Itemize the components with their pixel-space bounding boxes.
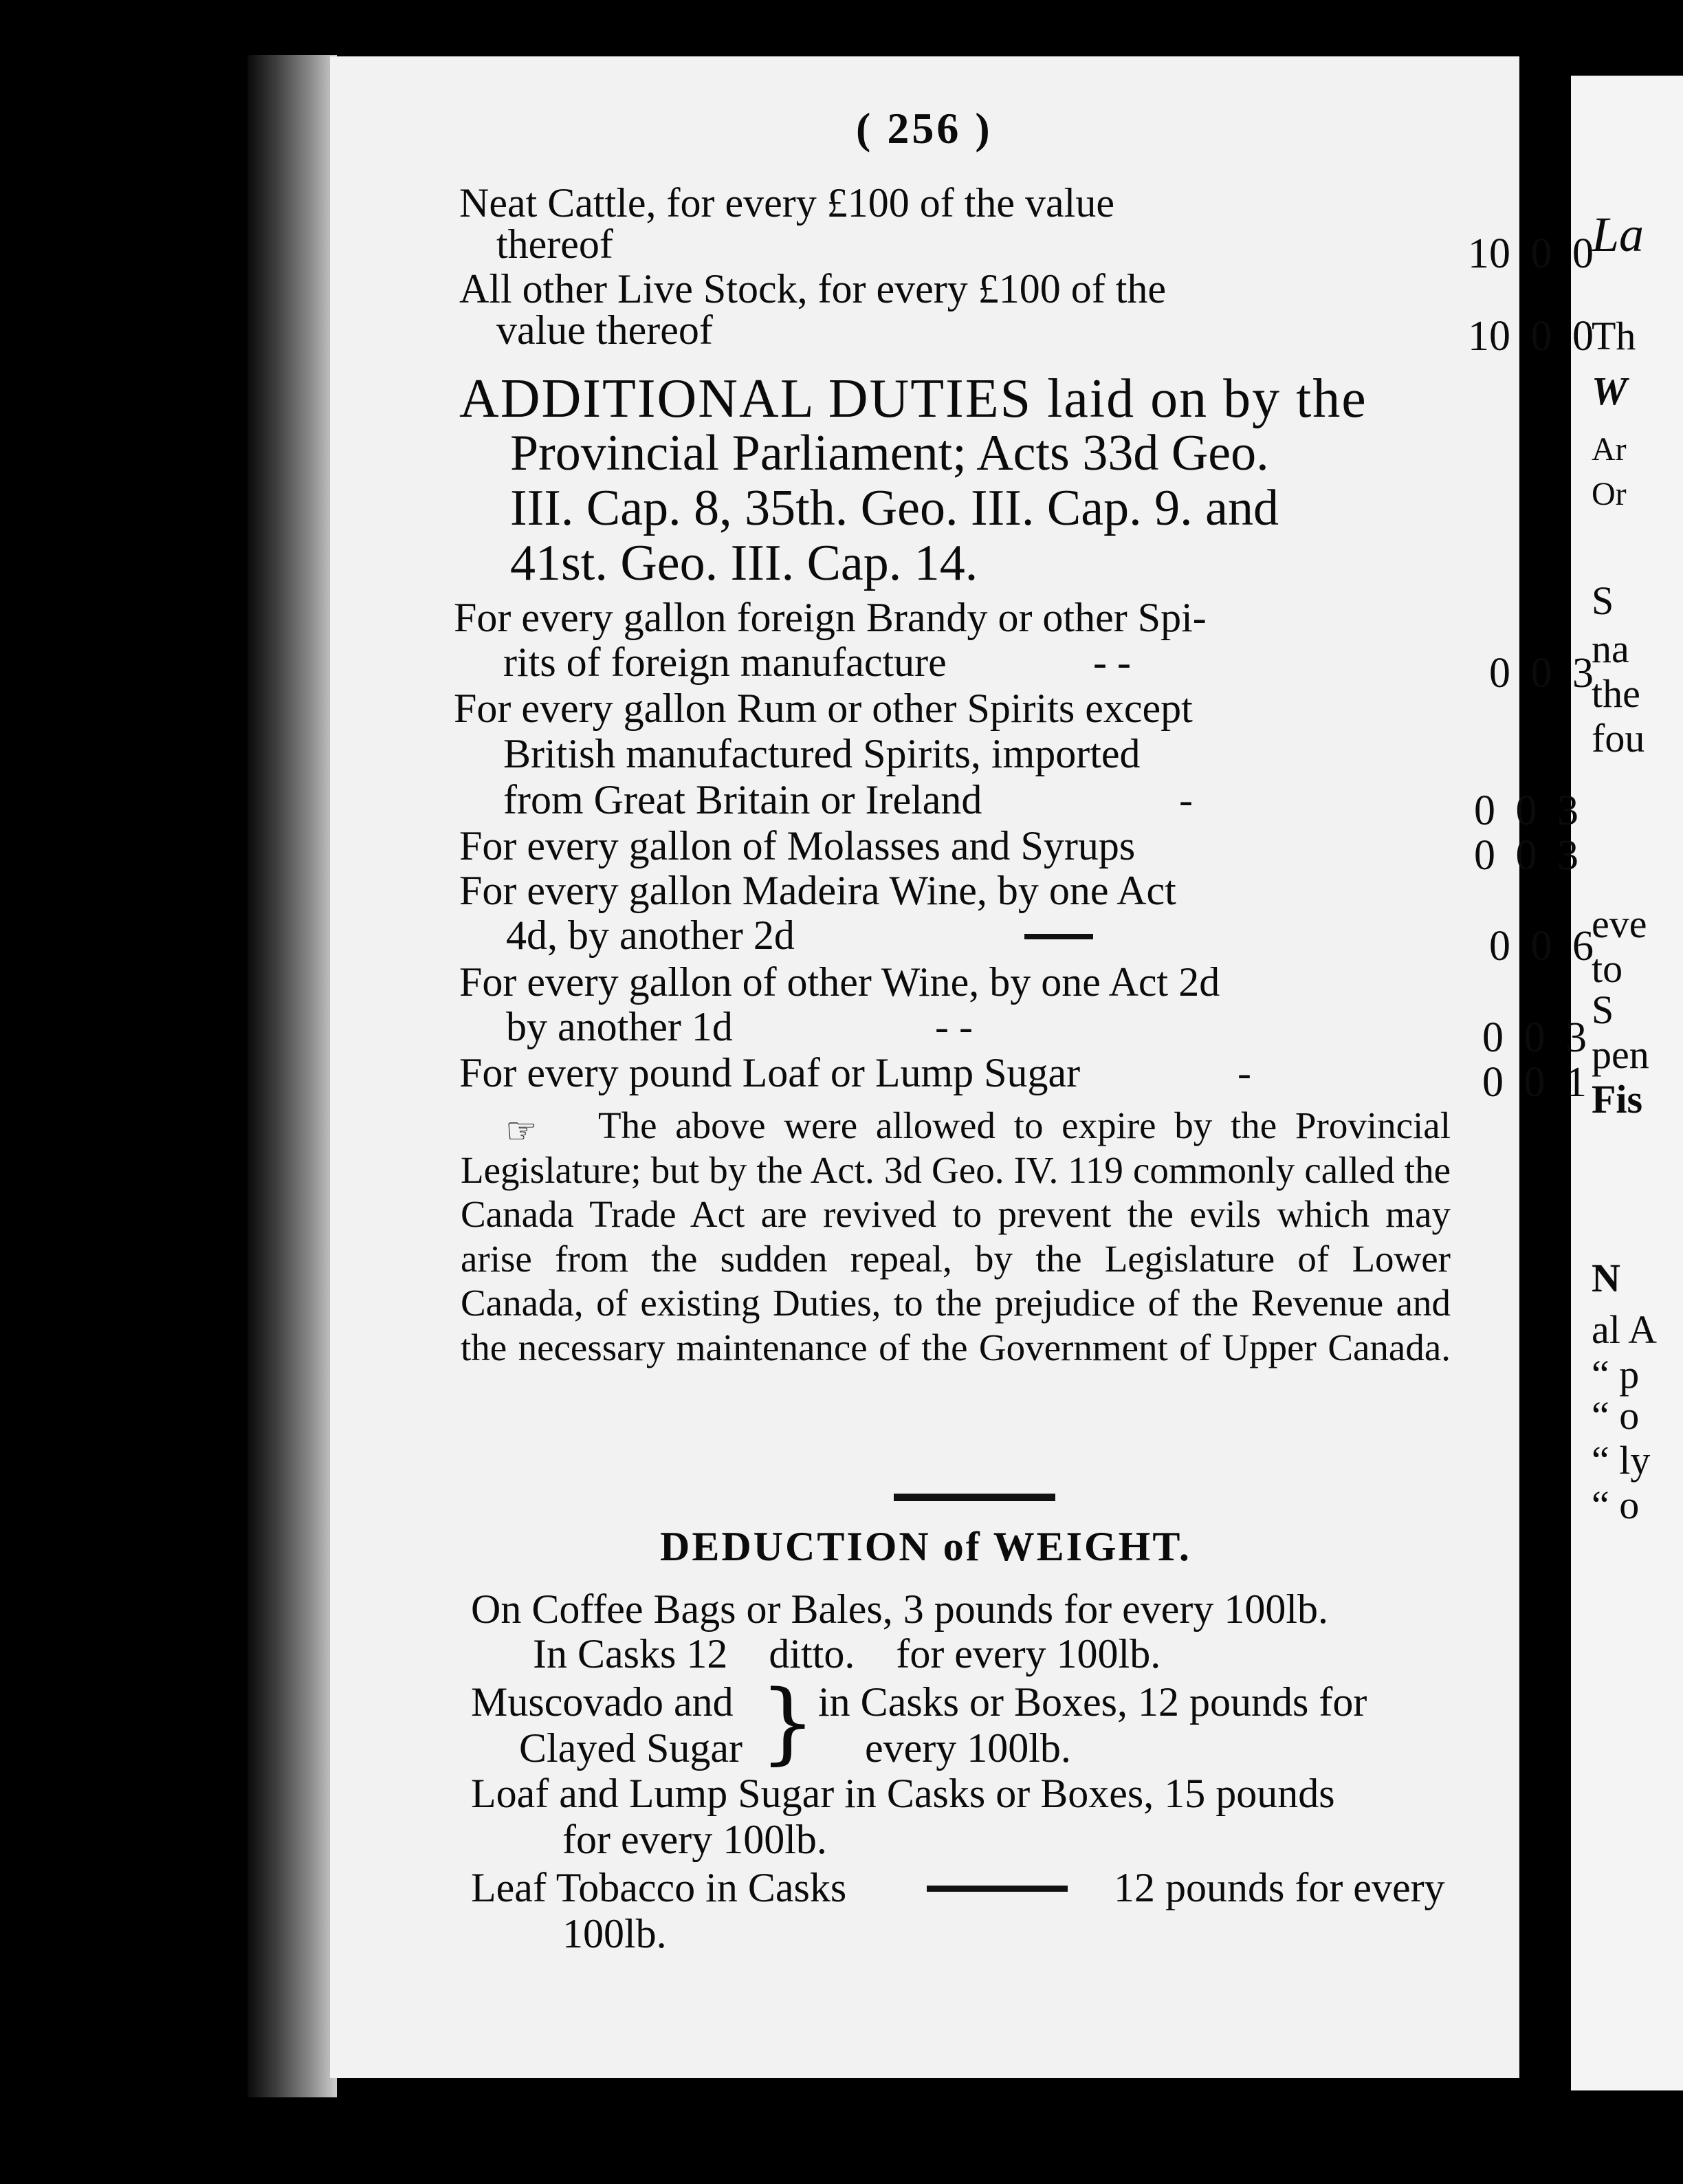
- entry-line: For every gallon of Molasses and Syrups: [459, 823, 1136, 869]
- leader-dashes: -: [1238, 1050, 1251, 1095]
- facing-page-fragment: Ar: [1592, 431, 1627, 468]
- entry-line: Clayed Sugar: [519, 1725, 742, 1771]
- facing-page-fragment: N: [1592, 1256, 1620, 1300]
- leader-rule: [1024, 934, 1093, 939]
- duty-amount: 0 0 3: [1474, 787, 1578, 834]
- entry-line: British manufactured Spirits, imported: [503, 731, 1141, 776]
- heading-line: Provincial Parliament; Acts 33d Geo.: [510, 425, 1269, 481]
- entry-line: in Casks or Boxes, 12 pounds for: [818, 1679, 1367, 1725]
- facing-page-fragment: “ p: [1592, 1352, 1640, 1397]
- right-brace-icon: }: [760, 1672, 816, 1774]
- page-number: ( 256 ): [856, 104, 993, 153]
- facing-page-fragment: al A: [1592, 1307, 1658, 1352]
- entry-line: rits of foreign manufacture: [503, 640, 947, 685]
- facing-page-fragment: S: [1592, 578, 1614, 623]
- note-paragraph: The above were allowed to expire by the Provincial Legislature; but by the Act. 3d Geo. IV. 119 commonly called the Canada Trade Act are revived to prevent the evils which may arise from the sudden repeal, by the Legislature of Lower Canada, of existing Duties, to the prejudice of the Revenue and the necessary maintenance of the Government of Upper Canada.: [461, 1104, 1451, 1368]
- heading-line: ADDITIONAL DUTIES laid on by the: [459, 369, 1367, 429]
- facing-page-fragment: fou: [1592, 716, 1645, 761]
- entry-line: All other Live Stock, for every £100 of the: [459, 266, 1167, 312]
- entry-line: value thereof: [496, 307, 713, 353]
- facing-page: [1571, 76, 1683, 2090]
- duty-amount: 10 0 0: [1468, 230, 1594, 277]
- duty-amount: 0 0 1: [1482, 1059, 1587, 1106]
- entry-line: 4d, by another 2d: [506, 913, 795, 958]
- entry-line: from Great Britain or Ireland: [503, 777, 982, 822]
- entry-line: For every gallon foreign Brandy or other Spi-: [454, 595, 1207, 640]
- entry-line: thereof: [496, 221, 613, 267]
- pointing-hand-icon: ☞: [505, 1112, 538, 1151]
- leader-dashes: - -: [1093, 640, 1131, 685]
- facing-page-fragment: S: [1592, 987, 1614, 1032]
- entry-line: by another 1d: [506, 1004, 733, 1049]
- facing-page-fragment: “ o: [1592, 1483, 1640, 1527]
- book-binding-shadow: [248, 55, 337, 2097]
- entry-line: On Coffee Bags or Bales, 3 pounds for every 100lb.: [471, 1586, 1328, 1632]
- facing-page-fragment: Or: [1592, 476, 1627, 512]
- heading-line: III. Cap. 8, 35th. Geo. III. Cap. 9. and: [510, 480, 1279, 536]
- entry-line: Neat Cattle, for every £100 of the value: [459, 180, 1114, 226]
- heading-line: 41st. Geo. III. Cap. 14.: [510, 535, 978, 591]
- facing-page-fragment: eve: [1592, 902, 1647, 946]
- facing-page-fragment: Fis: [1592, 1077, 1643, 1122]
- duty-amount: 0 0 3: [1482, 1014, 1587, 1061]
- entry-line: In Casks 12 ditto. for every 100lb.: [533, 1631, 1161, 1677]
- facing-page-fragment: W: [1592, 369, 1627, 413]
- entry-line: for every 100lb.: [562, 1817, 827, 1862]
- section-divider: [894, 1494, 1055, 1501]
- facing-page-fragment: “ ly: [1592, 1438, 1651, 1483]
- entry-line: For every gallon Rum or other Spirits except: [454, 686, 1193, 731]
- entry-line: Leaf Tobacco in Casks: [471, 1865, 847, 1910]
- facing-page-fragment: “ o: [1592, 1393, 1640, 1438]
- deduction-heading: DEDUCTION of WEIGHT.: [660, 1524, 1191, 1569]
- facing-page-fragment: the: [1592, 671, 1640, 716]
- entry-line: Muscovado and: [471, 1679, 734, 1725]
- duty-amount: 10 0 0: [1468, 313, 1594, 360]
- entry-line: Loaf and Lump Sugar in Casks or Boxes, 15 pounds: [471, 1771, 1335, 1816]
- duty-amount: 0 0 6: [1489, 923, 1594, 970]
- duty-amount: 0 0 3: [1489, 650, 1594, 697]
- duty-amount: 0 0 3: [1474, 832, 1578, 879]
- facing-page-fragment: na: [1592, 626, 1629, 671]
- entry-line: For every gallon of other Wine, by one Act 2d: [459, 959, 1220, 1005]
- facing-page-fragment: to: [1592, 946, 1623, 991]
- facing-page-fragment: Th: [1592, 314, 1636, 358]
- leader-dashes: - -: [935, 1004, 973, 1049]
- entry-line: every 100lb.: [865, 1725, 1071, 1771]
- leader-dashes: -: [1179, 777, 1193, 822]
- facing-page-fragment: La: [1592, 207, 1644, 262]
- entry-line: For every gallon Madeira Wine, by one Act: [459, 868, 1176, 913]
- entry-line: For every pound Loaf or Lump Sugar: [459, 1050, 1081, 1095]
- leader-rule: [927, 1886, 1068, 1892]
- entry-line: 100lb.: [562, 1911, 667, 1956]
- facing-page-fragment: pen: [1592, 1032, 1649, 1077]
- entry-line: 12 pounds for every: [1114, 1865, 1445, 1910]
